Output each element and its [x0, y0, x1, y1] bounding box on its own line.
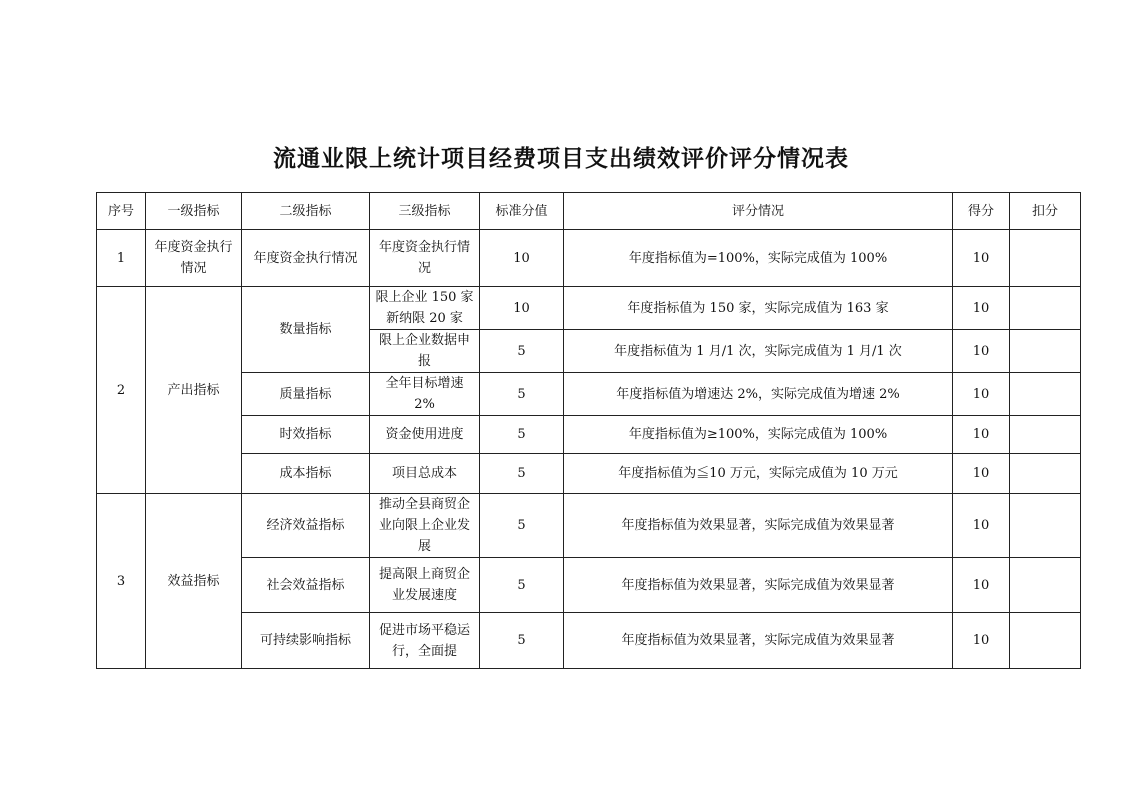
- table-row: [97, 494, 1081, 558]
- level2-cell: 数量指标: [242, 287, 370, 373]
- level2-cell: 年度资金执行情况: [242, 230, 370, 287]
- level3-cell: 推动全县商贸企业向限上企业发展: [370, 494, 480, 558]
- header-standard: 标准分值: [480, 193, 564, 230]
- score-cell: 10: [953, 613, 1010, 669]
- standard-cell: 5: [480, 373, 564, 416]
- level3-cell: 年度资金执行情况: [370, 230, 480, 287]
- score-cell: 10: [953, 416, 1010, 454]
- deduction-cell: [1010, 373, 1081, 416]
- level3-cell: 全年目标增速 2%: [370, 373, 480, 416]
- evaluation-cell: 年度指标值为≦10 万元，实际完成值为 10 万元: [564, 454, 953, 494]
- evaluation-cell: 年度指标值为效果显著，实际完成值为效果显著: [564, 494, 953, 558]
- deduction-cell: [1010, 454, 1081, 494]
- standard-cell: 5: [480, 558, 564, 613]
- evaluation-cell: 年度指标值为效果显著，实际完成值为效果显著: [564, 558, 953, 613]
- group-level1: 年度资金执行情况: [146, 230, 242, 287]
- header-evaluation: 评分情况: [564, 193, 953, 230]
- deduction-cell: [1010, 230, 1081, 287]
- group-no: 1: [97, 230, 146, 287]
- level3-text: 促进市场平稳运行，全面提: [378, 622, 470, 659]
- page-title: 流通业限上统计项目经费项目支出绩效评价评分情况表: [273, 146, 849, 172]
- deduction-cell: [1010, 558, 1081, 613]
- evaluation-cell: 年度指标值为 1 月/1 次，实际完成值为 1 月/1 次: [564, 330, 953, 373]
- standard-cell: 5: [480, 494, 564, 558]
- group-level1: 效益指标: [146, 494, 242, 669]
- standard-cell: 10: [480, 230, 564, 287]
- standard-cell: 5: [480, 454, 564, 494]
- deduction-cell: [1010, 287, 1081, 330]
- score-cell: 10: [953, 454, 1010, 494]
- header-score: 得分: [953, 193, 1010, 230]
- level2-cell: 经济效益指标: [242, 494, 370, 558]
- group-no: 3: [97, 494, 146, 669]
- evaluation-table: [96, 192, 1081, 669]
- score-cell: 10: [953, 558, 1010, 613]
- standard-cell: 10: [480, 287, 564, 330]
- table-row: [97, 454, 1081, 494]
- evaluation-cell: 年度指标值为效果显著，实际完成值为效果显著: [564, 613, 953, 669]
- standard-cell: 5: [480, 416, 564, 454]
- table-row: [97, 416, 1081, 454]
- level3-cell: [370, 613, 480, 669]
- group-level1: 产出指标: [146, 287, 242, 494]
- table-row: [97, 230, 1081, 287]
- score-cell: 10: [953, 494, 1010, 558]
- deduction-cell: [1010, 494, 1081, 558]
- evaluation-cell: 年度指标值为≥100%，实际完成值为 100%: [564, 416, 953, 454]
- header-deduction: 扣分: [1010, 193, 1081, 230]
- group-no: 2: [97, 287, 146, 494]
- table-row: [97, 558, 1081, 613]
- deduction-cell: [1010, 330, 1081, 373]
- score-cell: 10: [953, 330, 1010, 373]
- level2-cell: 质量指标: [242, 373, 370, 416]
- header-level3: 三级指标: [370, 193, 480, 230]
- level3-cell: 限上企业 150 家新纳限 20 家: [370, 287, 480, 330]
- header-level1: 一级指标: [146, 193, 242, 230]
- evaluation-cell: 年度指标值为=100%，实际完成值为 100%: [564, 230, 953, 287]
- score-cell: 10: [953, 230, 1010, 287]
- deduction-cell: [1010, 416, 1081, 454]
- standard-cell: 5: [480, 330, 564, 373]
- standard-cell: 5: [480, 613, 564, 669]
- level3-cell: 限上企业数据申报: [370, 330, 480, 373]
- table-row: [97, 287, 1081, 330]
- evaluation-cell: 年度指标值为增速达 2%，实际完成值为增速 2%: [564, 373, 953, 416]
- table-row: [97, 613, 1081, 669]
- score-cell: 10: [953, 287, 1010, 330]
- level3-cell: 提高限上商贸企业发展速度: [370, 558, 480, 613]
- level2-cell: 时效指标: [242, 416, 370, 454]
- header-row: [97, 193, 1081, 230]
- level2-cell: 社会效益指标: [242, 558, 370, 613]
- header-no: 序号: [97, 193, 146, 230]
- table-row: [97, 373, 1081, 416]
- level2-cell: 可持续影响指标: [242, 613, 370, 669]
- evaluation-cell: 年度指标值为 150 家，实际完成值为 163 家: [564, 287, 953, 330]
- level3-cell: 资金使用进度: [370, 416, 480, 454]
- header-level2: 二级指标: [242, 193, 370, 230]
- deduction-cell: [1010, 613, 1081, 669]
- level2-cell: 成本指标: [242, 454, 370, 494]
- score-cell: 10: [953, 373, 1010, 416]
- level3-cell: 项目总成本: [370, 454, 480, 494]
